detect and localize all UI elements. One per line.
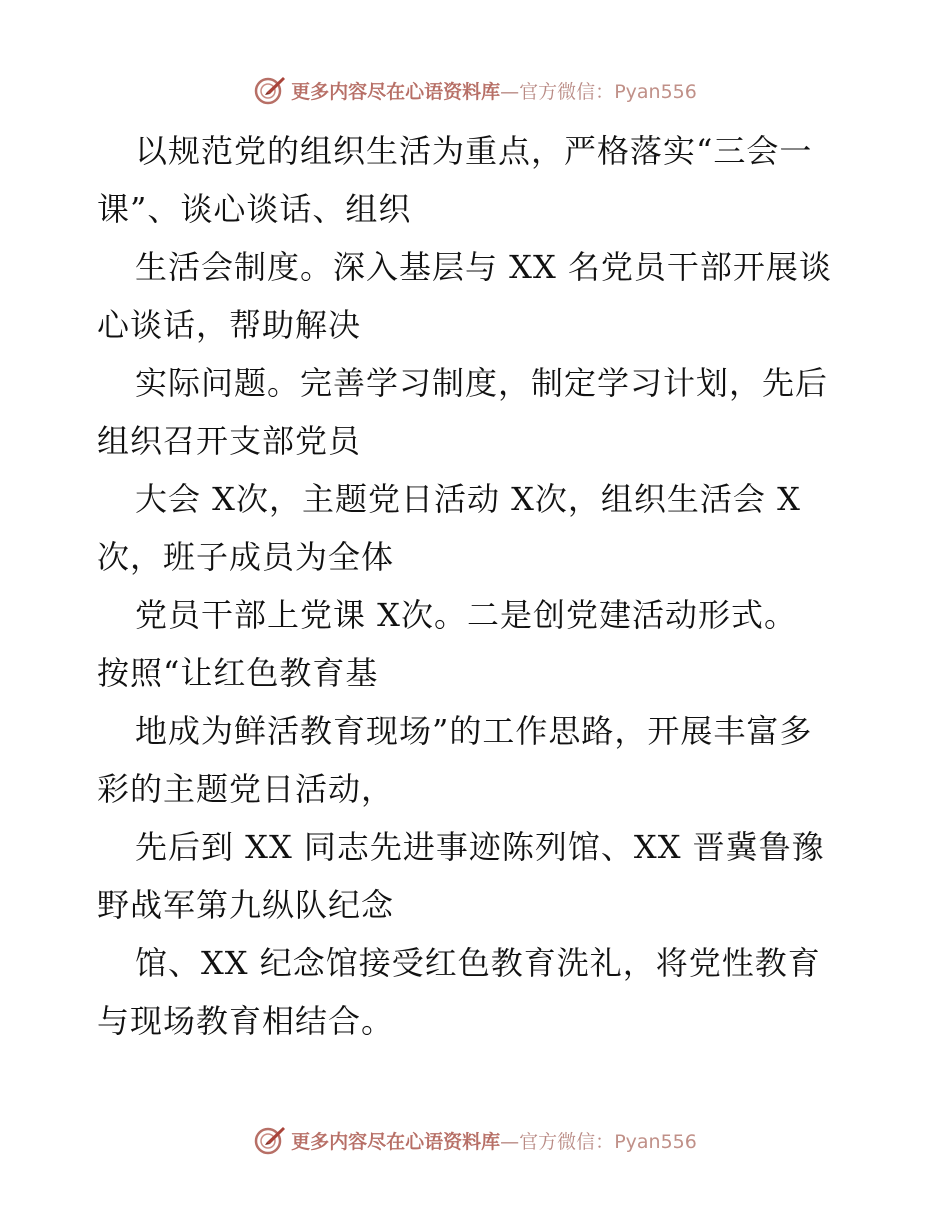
text-line: 与现场教育相结合。 — [97, 1002, 395, 1040]
text-line: 课”、谈心谈话、组织 — [97, 190, 412, 228]
text-line: 先后到 XX 同志先进事迹陈列馆、XX 晋冀鲁豫 — [135, 828, 825, 866]
text-line: 组织召开支部党员 — [97, 422, 362, 460]
text-line: 次，班子成员为全体 — [97, 538, 395, 576]
text-line: 野战军第九纵队纪念 — [97, 886, 395, 924]
header-watermark — [0, 70, 950, 110]
footer-watermark — [0, 1120, 950, 1160]
watermark-brand: 更多内容尽在心语资料库 — [291, 1130, 501, 1153]
watermark-wechat-id: Pyan556 — [614, 80, 697, 103]
document-body — [97, 122, 857, 1050]
watermark-text — [291, 77, 697, 104]
text-line: 心谈话，帮助解决 — [97, 306, 362, 344]
text-line: 实际问题。完善学习制度，制定学习计划，先后 — [135, 364, 829, 402]
watermark-brand: 更多内容尽在心语资料库 — [291, 80, 501, 103]
quill-pen-circle-icon — [253, 1123, 287, 1157]
text-line: 党员干部上党课 X次。二是创党建活动形式。 — [135, 596, 797, 634]
text-line: 地成为鲜活教育现场”的工作思路，开展丰富多 — [135, 712, 813, 750]
text-line: 大会 X次，主题党日活动 X次，组织生活会 X — [135, 480, 801, 518]
text-line: 生活会制度。深入基层与 XX 名党员干部开展谈 — [135, 248, 832, 286]
watermark-dash: — — [500, 80, 520, 103]
text-line: 彩的主题党日活动， — [97, 770, 395, 808]
text-line: 馆、XX 纪念馆接受红色教育洗礼，将党性教育 — [135, 944, 821, 982]
watermark-dash: — — [500, 1130, 520, 1153]
text-line: 以规范党的组织生活为重点，严格落实“三会一 — [135, 132, 813, 170]
watermark-text — [291, 1127, 697, 1154]
text-line: 按照“让红色教育基 — [97, 654, 379, 692]
watermark-official: 官方微信： — [519, 1130, 615, 1153]
watermark-wechat-id: Pyan556 — [614, 1130, 697, 1153]
quill-pen-circle-icon — [253, 73, 287, 107]
watermark-official: 官方微信： — [519, 80, 615, 103]
